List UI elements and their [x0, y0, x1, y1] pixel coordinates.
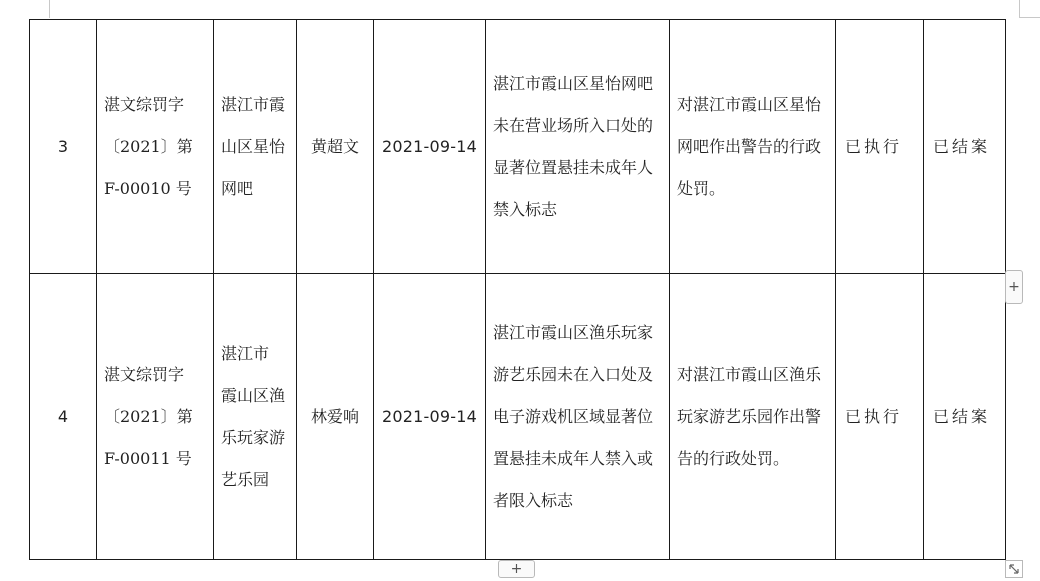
date-cell[interactable]	[374, 274, 486, 560]
case-status-cell[interactable]	[924, 20, 1006, 274]
table-resize-handle[interactable]	[1005, 560, 1023, 578]
document-number-cell[interactable]	[97, 20, 214, 274]
row-number-cell[interactable]	[30, 274, 97, 560]
legal-person-cell[interactable]	[297, 274, 374, 560]
violation-text: 湛江市霞山区星怡网吧 未在营业场所入口处的 显著位置悬挂未成年人 禁入标志	[493, 73, 654, 219]
penalty-text: 对湛江市霞山区渔乐 玩家游艺乐园作出警 告的行政处罚。	[677, 364, 822, 468]
execution-status: 已执行	[845, 136, 903, 156]
penalty-date: 2021-09-14	[382, 136, 477, 156]
legal-person: 黄超文	[310, 136, 359, 156]
execution-status-cell[interactable]	[836, 20, 924, 274]
party-name: 湛江市霞 山区星怡 网吧	[221, 94, 286, 198]
penalty-cell[interactable]	[670, 20, 836, 274]
add-column-button[interactable]: +	[1005, 270, 1023, 304]
violation-cell[interactable]	[486, 274, 670, 560]
party-name-cell[interactable]	[214, 274, 297, 560]
resize-diagonal-icon	[1006, 561, 1022, 577]
table-row	[30, 274, 1006, 560]
penalty-cell[interactable]	[670, 274, 836, 560]
violation-cell[interactable]	[486, 20, 670, 274]
page-corner-mark-left	[49, 0, 50, 18]
case-status-cell[interactable]	[924, 274, 1006, 560]
party-name-cell[interactable]	[214, 20, 297, 274]
party-name: 湛江市 霞山区渔 乐玩家游 艺乐园	[221, 343, 286, 489]
violation-text: 湛江市霞山区渔乐玩家 游艺乐园未在入口处及 电子游戏机区域显著位 置悬挂未成年人禁入或 者限入标志	[493, 322, 654, 510]
table-row	[30, 20, 1006, 274]
add-row-button[interactable]: +	[498, 560, 535, 578]
legal-person-cell[interactable]	[297, 20, 374, 274]
row-number-cell[interactable]	[30, 20, 97, 274]
row-number: 4	[57, 406, 69, 426]
legal-person: 林爱响	[310, 406, 359, 426]
execution-status-cell[interactable]	[836, 274, 924, 560]
penalty-table	[29, 19, 1006, 560]
execution-status: 已执行	[845, 406, 903, 426]
row-number: 3	[57, 136, 69, 156]
penalty-date: 2021-09-14	[382, 406, 477, 426]
date-cell[interactable]	[374, 20, 486, 274]
case-status: 已结案	[933, 406, 991, 426]
document-number-cell[interactable]	[97, 274, 214, 560]
page-corner-mark-right	[1019, 0, 1040, 18]
penalty-text: 对湛江市霞山区星怡 网吧作出警告的行政 处罚。	[677, 94, 822, 198]
case-status: 已结案	[933, 136, 991, 156]
document-number: 湛文综罚字 〔2021〕第 F-00011 号	[104, 364, 193, 468]
document-number: 湛文综罚字 〔2021〕第 F-00010 号	[104, 94, 193, 198]
